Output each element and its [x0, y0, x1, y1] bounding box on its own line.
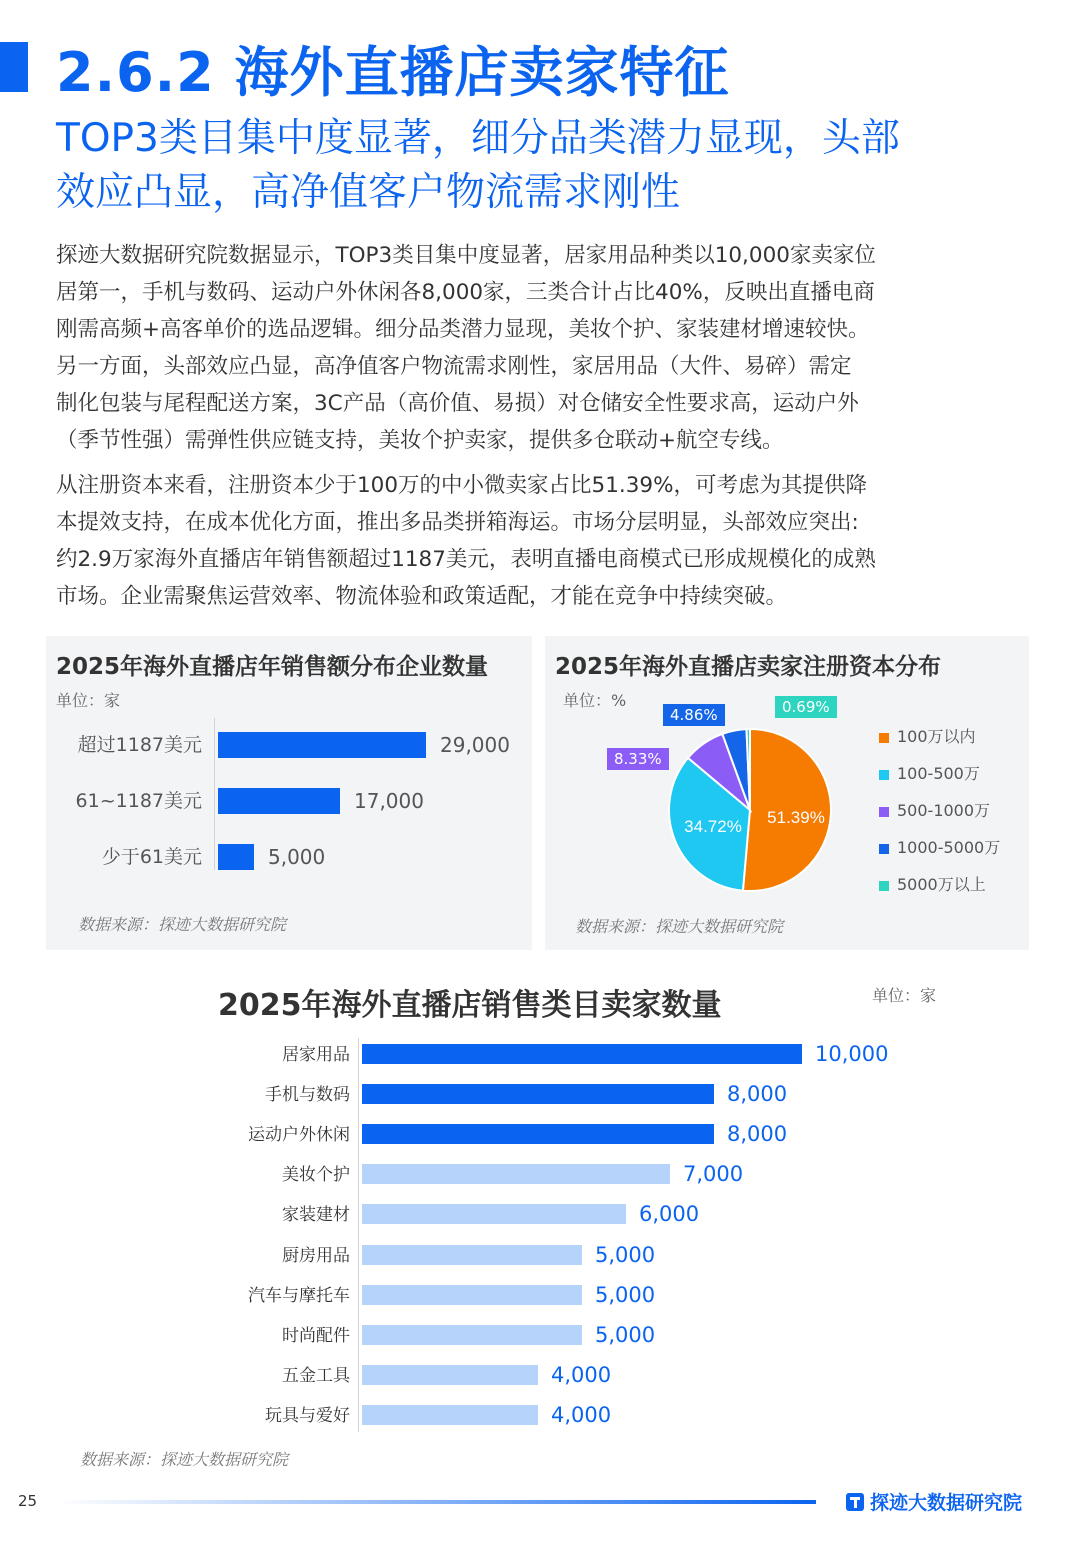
footer-gradient-line	[56, 1500, 816, 1504]
legend-label: 500-1000万	[897, 801, 991, 820]
category-bar	[362, 1124, 714, 1144]
category-bar-row	[0, 1242, 1080, 1267]
legend-swatch	[879, 770, 889, 780]
bar-category-label: 超过1187美元	[77, 734, 202, 756]
category-label: 五金工具	[282, 1365, 350, 1386]
bar-value-label: 17,000	[354, 789, 424, 813]
bar	[218, 844, 254, 870]
category-bar-row	[0, 1164, 1080, 1186]
chart-title: 2025年海外直播店卖家注册资本分布	[555, 654, 942, 680]
pie-callout-label: 4.86%	[663, 704, 725, 726]
category-bar	[362, 1405, 538, 1425]
brand-logo-icon	[846, 1493, 864, 1511]
chart-title: 2025年海外直播店年销售额分布企业数量	[56, 654, 489, 680]
chart-unit: 单位：%	[563, 691, 627, 710]
chart-source: 数据来源：探迹大数据研究院	[78, 915, 287, 934]
bar-category-label: 少于61美元	[101, 846, 202, 868]
category-value-label: 4,000	[551, 1362, 612, 1387]
category-bar	[362, 1365, 538, 1385]
chart-source: 数据来源：探迹大数据研究院	[575, 917, 784, 936]
pie-chart	[545, 636, 1029, 950]
category-bar-row	[0, 1124, 1080, 1146]
category-bar	[362, 1285, 582, 1305]
legend-label: 100万以内	[897, 727, 976, 746]
category-chart-title: 2025年海外直播店销售类目卖家数量	[218, 988, 722, 1023]
category-value-label: 5,000	[595, 1282, 656, 1307]
subtitle-line: 效应凸显，高净值客户物流需求刚性	[56, 170, 681, 215]
legend-item	[879, 761, 980, 784]
bar-value-label: 5,000	[268, 845, 326, 869]
bar-row	[46, 844, 532, 870]
category-bar-row	[0, 1362, 1080, 1387]
paragraph-line: 本提效支持，在成本优化方面，推出多品类拼箱海运。市场分层明显，头部效应突出:	[56, 510, 859, 535]
paragraph-line: 从注册资本来看，注册资本少于100万的中小微卖家占比51.39%，可考虑为其提供降	[56, 473, 868, 498]
paragraph-line: 约2.9万家海外直播店年销售额超过1187美元，表明直播电商模式已形成规模化的成熟	[56, 547, 876, 572]
legend-swatch	[879, 807, 889, 817]
paragraph-line: （季节性强）需弹性供应链支持，美妆个护卖家，提供多仓联动+航空专线。	[56, 428, 784, 453]
category-bar	[362, 1325, 582, 1345]
category-value-label: 6,000	[639, 1202, 700, 1227]
legend-swatch	[879, 881, 889, 891]
category-value-label: 4,000	[551, 1402, 612, 1427]
chart-unit: 单位：家	[56, 691, 121, 710]
paragraph-line: 市场。企业需聚焦运营效率、物流体验和政策适配，才能在竞争中持续突破。	[56, 584, 788, 609]
bar	[218, 788, 340, 814]
bar-category-label: 61~1187美元	[75, 790, 202, 812]
legend-item	[879, 835, 1000, 858]
category-value-label: 7,000	[683, 1162, 744, 1187]
page-number: 25	[18, 1492, 38, 1510]
legend-label: 1000-5000万	[897, 838, 1001, 857]
category-label: 时尚配件	[282, 1325, 350, 1346]
bar	[218, 732, 426, 758]
legend-label: 5000万以上	[897, 875, 986, 894]
subtitle	[56, 112, 1036, 220]
category-value-label: 5,000	[595, 1242, 656, 1267]
legend-item	[879, 798, 990, 821]
category-label: 手机与数码	[265, 1085, 350, 1106]
legend-label: 100-500万	[897, 764, 980, 783]
category-bar-row	[0, 1322, 1080, 1347]
category-label: 汽车与摩托车	[248, 1285, 350, 1306]
bar-row	[46, 732, 532, 758]
pie-callout-label: 0.69%	[775, 696, 837, 718]
legend-item	[879, 724, 976, 747]
category-bar	[362, 1164, 670, 1184]
title-accent-bar	[0, 42, 28, 92]
paragraph-line: 探迹大数据研究院数据显示，TOP3类目集中度显著，居家用品种类以10,000家卖家位	[56, 243, 876, 268]
pie-slice-label: 34.72%	[684, 817, 742, 836]
section-title: 2.6.2 海外直播店卖家特征	[56, 41, 730, 104]
paragraph-line: 制化包装与尾程配送方案，3C产品（高价值、易损）对仓储安全性要求高，运动户外	[56, 391, 859, 416]
legend-item	[879, 872, 986, 895]
category-bar-row	[0, 1204, 1080, 1226]
category-bar	[362, 1245, 582, 1265]
paragraph-line: 刚需高频+高客单价的选品逻辑。细分品类潜力显现，美妆个护、家装建材增速较快。	[56, 317, 870, 342]
pie-slice-label: 51.39%	[767, 808, 825, 827]
bar-value-label: 29,000	[440, 733, 510, 757]
category-value-label: 5,000	[595, 1322, 656, 1347]
category-bar	[362, 1044, 802, 1064]
paragraph-line: 居第一，手机与数码、运动户外休闲各8,000家，三类合计占比40%，反映出直播电商	[56, 280, 875, 305]
footer-brand	[846, 1488, 1022, 1515]
category-label: 居家用品	[282, 1045, 350, 1065]
category-bar-row	[0, 1044, 1080, 1066]
legend-swatch	[879, 844, 889, 854]
legend-swatch	[879, 733, 889, 743]
category-value-label: 8,000	[727, 1122, 788, 1147]
category-label: 厨房用品	[282, 1245, 350, 1266]
category-bar	[362, 1204, 626, 1224]
category-value-label: 8,000	[727, 1082, 788, 1107]
category-bar-row	[0, 1084, 1080, 1106]
footer-brand-text: 探迹大数据研究院	[870, 1492, 1023, 1514]
bar-row	[46, 788, 532, 814]
category-bar-row	[0, 1282, 1080, 1307]
category-bar	[362, 1084, 714, 1104]
sales-distribution-chart	[46, 636, 532, 950]
category-label: 运动户外休闲	[248, 1125, 350, 1146]
category-chart-unit: 单位：家	[872, 986, 937, 1005]
paragraph-line: 另一方面，头部效应凸显，高净值客户物流需求刚性，家居用品（大件、易碎）需定	[56, 354, 852, 379]
category-label: 美妆个护	[282, 1165, 350, 1186]
body-paragraph-1	[56, 237, 1024, 459]
body-paragraph-2	[56, 467, 1024, 615]
pie-callout-label: 8.33%	[607, 748, 669, 770]
category-bar-row	[0, 1402, 1080, 1427]
category-label: 家装建材	[282, 1205, 350, 1226]
category-label: 玩具与爱好	[265, 1405, 350, 1426]
registered-capital-chart	[545, 636, 1029, 950]
subtitle-line: TOP3类目集中度显著，细分品类潜力显现，头部	[56, 116, 900, 161]
category-chart-source: 数据来源：探迹大数据研究院	[80, 1450, 289, 1469]
category-value-label: 10,000	[815, 1042, 889, 1066]
